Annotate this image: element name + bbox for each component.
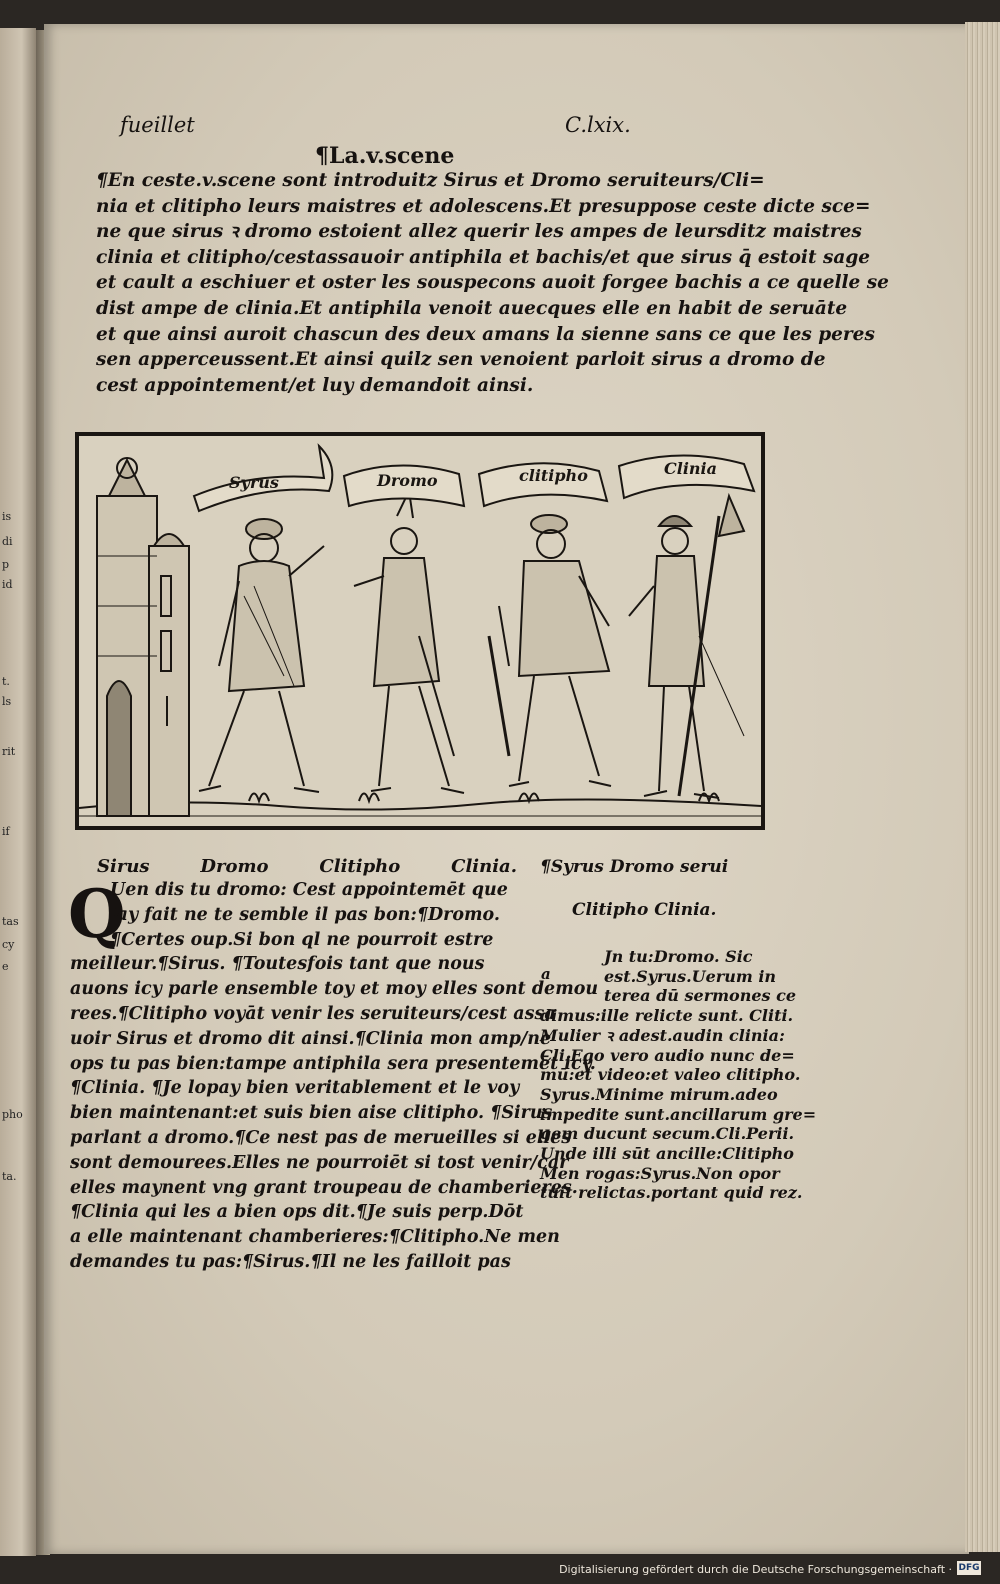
- scene-argument: [96, 168, 889, 398]
- french-line: ops tu pas bien:tampe antiphila sera presentemēt icy.: [70, 1053, 596, 1074]
- french-line: demandes tu pas:¶Sirus.¶Il ne les failloit pas: [70, 1251, 511, 1272]
- latin-line: Jn tu:Dromo. Sic: [604, 947, 753, 966]
- latin-line: Cli.Ego vero audio nunc de=: [540, 1045, 795, 1065]
- french-line: rees.¶Clitipho voyāt venir les seruiteurs/cest assa: [70, 1003, 556, 1024]
- figure-syrus: [199, 519, 324, 792]
- drop-cap: Q: [68, 875, 126, 953]
- left-page-fragment: rit: [2, 745, 16, 758]
- latin-line: Men rogas:Syrus.Non opor: [540, 1163, 780, 1183]
- latin-line: dimus:ille relicte sunt. Cliti.: [540, 1006, 794, 1026]
- speaker-name: Clitipho: [319, 856, 401, 877]
- dfg-logo: DFG: [958, 1563, 980, 1573]
- funding-credit: Digitalisierung gefördert durch die Deutsche Forschungsgemeinschaft ·: [559, 1563, 952, 1576]
- latin-line: Unde illi sūt ancille:Clitipho: [540, 1144, 794, 1164]
- woodcut-illustration: [75, 432, 765, 830]
- latin-line: Syrus.Minime mirum.adeo: [540, 1084, 778, 1104]
- left-page-fragment: p: [2, 558, 10, 571]
- left-page-fragment: is: [2, 510, 12, 523]
- latin-line: est.Syrus.Uerum in: [604, 966, 777, 986]
- left-page-fragment: e: [2, 960, 9, 973]
- marginal-letter: a: [541, 965, 551, 983]
- latin-text-column: [540, 947, 817, 1203]
- banner-syrus: Syrus: [229, 473, 279, 492]
- left-page-edge: [0, 28, 36, 1558]
- argument-line: ¶En ceste.v.scene sont introduitz Sirus et Dromo seruiteurs/Cli=: [96, 170, 765, 191]
- speaker-name: Sirus: [97, 856, 150, 877]
- french-line: ¶Certes oup.Si bon ql ne pourroit estre: [110, 929, 494, 950]
- french-line: auons icy parle ensemble toy et moy elles sont demou: [70, 979, 599, 1000]
- latin-speakers-line-1: ¶Syrus Dromo serui: [540, 857, 729, 877]
- french-line: iay fait ne te semble il pas bon:¶Dromo.: [110, 904, 500, 925]
- french-line: sont demourees.Elles ne pourroiēt si tost venir/car: [70, 1152, 569, 1173]
- left-page-fragment: ls: [2, 695, 12, 708]
- woodcut-drawing: [79, 436, 761, 826]
- argument-line: ne que sirus ꝛ dromo estoient allez querir les ampes de leursditz maistres: [96, 221, 862, 243]
- page-fore-edge: [965, 22, 1000, 1552]
- figure-clitipho: [489, 515, 611, 786]
- french-translation-column: [68, 875, 599, 1275]
- argument-line: nia et clitipho leurs maistres et adolescens.Et presuppose ceste dicte sce=: [96, 195, 871, 217]
- argument-line: et cault a eschiuer et oster les souspecons auoit forgee bachis a ce quelle se: [96, 272, 889, 294]
- french-line: parlant a dromo.¶Ce nest pas de merueilles si elles: [70, 1127, 572, 1148]
- left-page-fragment: di: [2, 535, 13, 548]
- french-line: ¶Clinia. ¶Je lopay bien veritablement et le voy: [70, 1078, 520, 1099]
- speaker-list-french: [97, 856, 517, 877]
- latin-line: gem ducunt secum.Cli.Perii.: [540, 1124, 795, 1144]
- french-line: a elle maintenant chamberieres:¶Clitipho.Ne men: [70, 1227, 560, 1248]
- latin-line: terea dū sermones ce: [604, 986, 797, 1006]
- tower-building: [97, 458, 189, 816]
- folio-number: C.lxix.: [565, 113, 631, 137]
- french-line: meilleur.¶Sirus. ¶Toutesfois tant que nous: [70, 954, 485, 975]
- latin-line: Mulier ꝛ adest.audin clinia:: [540, 1025, 785, 1045]
- left-page-fragment: pho: [2, 1108, 23, 1121]
- banner-clitipho: clitipho: [519, 466, 588, 485]
- left-page-fragment: id: [2, 578, 13, 591]
- scene-heading: ¶La.v.scene: [315, 143, 455, 169]
- banner-clinia: Clinia: [664, 459, 717, 478]
- latin-line: tuit relictas.portant quid rez.: [540, 1183, 803, 1203]
- running-head: fueillet: [120, 113, 195, 137]
- french-line: Uen dis tu dromo: Cest appointemēt que: [110, 880, 508, 900]
- argument-line: cest appointement/et luy demandoit ainsi.: [96, 374, 534, 396]
- speaker-name: Clinia.: [451, 856, 517, 877]
- figure-dromo: [354, 491, 464, 793]
- left-page-fragment: tas: [2, 915, 19, 928]
- left-page-fragment: t.: [2, 675, 10, 688]
- argument-line: sen apperceussent.Et ainsi quilz sen venoient parloit sirus a dromo de: [96, 349, 826, 371]
- speaker-name: Dromo: [200, 856, 269, 877]
- banner-dromo: Dromo: [377, 471, 438, 490]
- left-page-fragment: if: [2, 825, 10, 838]
- left-page-fragment: cy: [2, 938, 15, 951]
- french-line: ¶Clinia qui les a bien ops dit.¶Je suis perp.Dōt: [70, 1202, 524, 1223]
- left-page-fragment: ta.: [2, 1170, 17, 1183]
- french-line: elles maynent vng grant troupeau de chamberieres.: [70, 1177, 578, 1198]
- french-line: uoir Sirus et dromo dit ainsi.¶Clinia mon amp/ne: [70, 1028, 552, 1049]
- argument-line: et que ainsi auroit chascun des deux amans la sienne sans ce que les peres: [96, 323, 875, 345]
- argument-line: clinia et clitipho/cestassauoir antiphila et bachis/et que sirus q̄ estoit sage: [96, 246, 871, 268]
- latin-line: impedite sunt.ancillarum gre=: [540, 1104, 817, 1124]
- argument-line: dist ampe de clinia.Et antiphila venoit auecques elle en habit de seruāte: [96, 297, 848, 319]
- figure-clinia: [629, 496, 744, 798]
- latin-speakers-line-2: Clitipho Clinia.: [572, 900, 717, 920]
- latin-line: mū:et video:et valeo clitipho.: [540, 1065, 801, 1085]
- french-line: bien maintenant:et suis bien aise clitipho. ¶Sirus: [70, 1103, 553, 1124]
